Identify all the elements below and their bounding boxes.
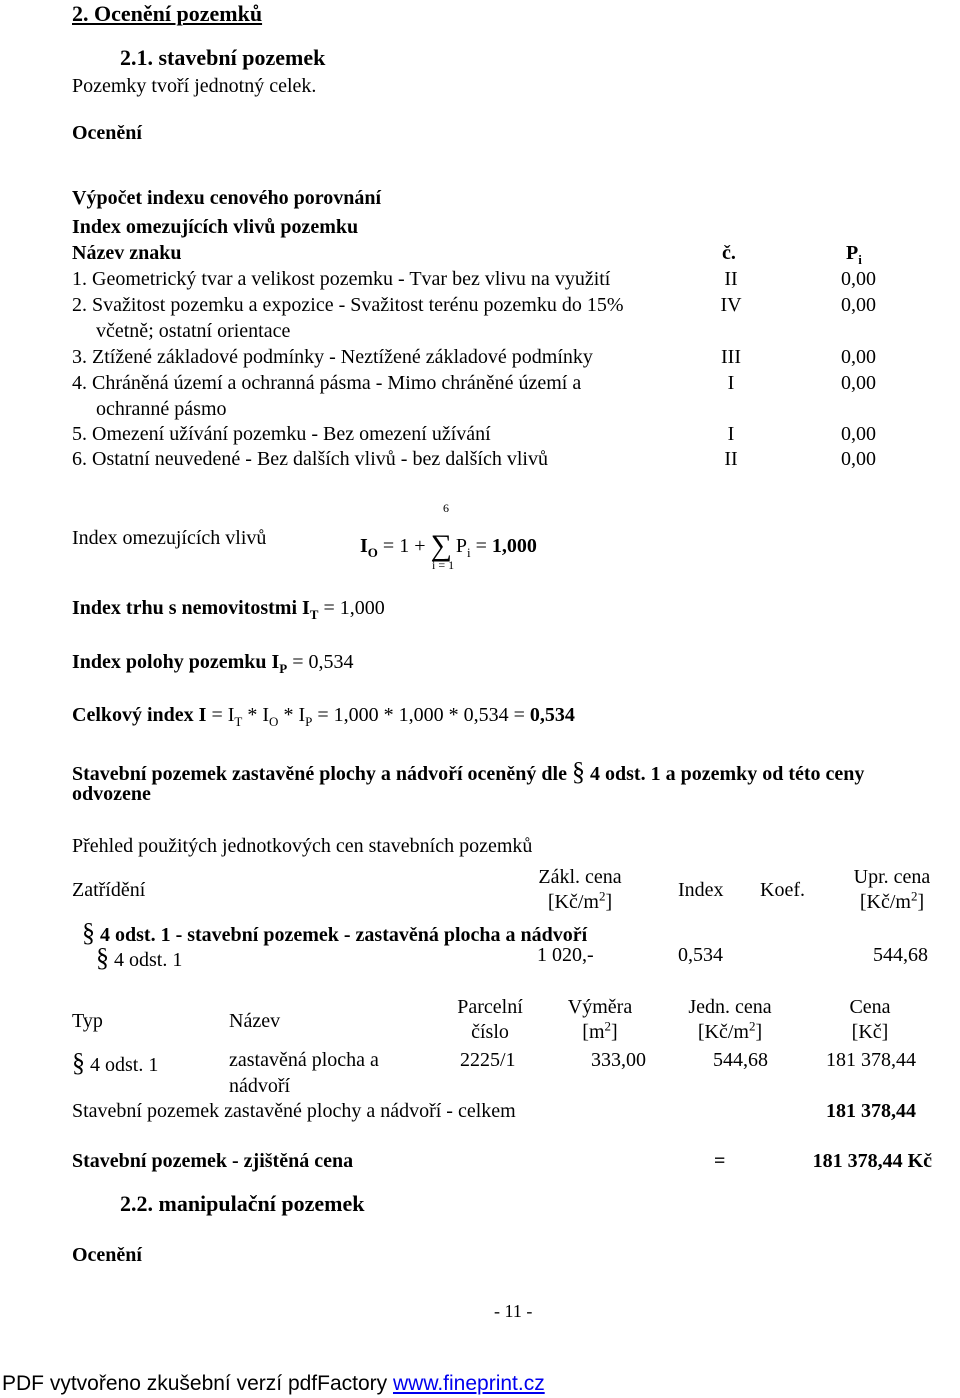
prices-row-index: 0,534 [678,944,723,966]
table-row-3-c: III [721,346,741,368]
col-jedn-cena-unit: $[Kč/m^2]$ [697,1018,763,1043]
col-typ: Typ [72,1010,103,1032]
detail-row-vymera: 333,00 [591,1049,646,1071]
table-row-4-p: 0,00 [841,372,876,394]
paragraph-icon: § [96,943,109,972]
formula-expression: $I_O = 1$ + ∑ $P_i = 1,000$ [360,529,537,562]
table-row-2-p: 0,00 [841,294,876,316]
col-header-nazev: Název znaku [72,242,182,264]
zjistena-cena-label: Stavební pozemek - zjištěná cena [72,1150,354,1172]
table-row-4-c: I [727,372,735,394]
table-row-1-p: 0,00 [841,268,876,290]
detail-total-label: Stavební pozemek zastavěné plochy a nádvoří - celkem [72,1100,516,1122]
table-row-5-text: 5. Omezení užívání pozemku - Bez omezení užívání [72,423,491,445]
table-row-4-text: 4. Chráněná území a ochranná pásma - Mimo chráněné území a [72,372,582,394]
col-parcelni-2: číslo [471,1021,509,1043]
table-row-5-c: I [727,423,735,445]
paragraph-icon: § [72,1048,85,1077]
index-trhu: Index trhu s nemovitostmi $I_T = 1,000$ [72,597,385,622]
table-row-3-p: 0,00 [841,346,876,368]
table-row-6-p: 0,00 [841,448,876,470]
col-nazev: Název [229,1010,281,1032]
stavebni-pozemek-heading: Stavební pozemek zastavěné plochy a nádvoří oceněný dle § 4 odst. 1 a pozemky od této ceny [72,757,865,786]
col-cena: Cena [849,996,891,1018]
table-row-4-text-cont: ochranné pásmo [96,398,227,420]
prehled-title: Přehled použitých jednotkových cen stavebních pozemků [72,835,533,857]
section-note: Pozemky tvoří jednotný celek. [72,75,317,97]
col-header-p: $P_i$ [846,242,862,267]
sum-lower-limit: i = 1 [432,558,455,572]
col-zakl-cena: Zákl. cena [538,866,622,888]
paragraph-icon: § [82,918,95,947]
table-row-2-c: IV [720,294,742,316]
paragraph-icon: § [572,757,585,786]
col-vymera: Výměra [567,996,633,1018]
sum-upper-limit: 6 [443,501,449,515]
detail-row-jedn: 544,68 [713,1049,768,1071]
col-zatrideni: Zatřídění [72,879,146,901]
detail-row-typ: § 4 odst. 1 [72,1048,159,1077]
table-row-6-c: II [724,448,738,470]
col-upr-cena: Upr. cena [853,866,931,888]
col-zakl-cena-unit: $[Kč/m^2]$ [547,888,613,913]
pdf-footer: PDF vytvořeno zkušební verzí pdfFactory www.fineprint.cz [2,1372,545,1395]
index-polohy: Index polohy pozemku $I_P = 0,534$ [72,651,354,676]
zjistena-cena-eq: = [714,1150,726,1172]
prices-row-zakl: 1 020,- [537,944,594,966]
detail-row-nazev-cont: nádvoří [229,1075,291,1097]
detail-row-nazev: zastavěná plocha a [229,1049,379,1071]
detail-total-value: 181 378,44 [826,1100,916,1122]
section-title-stavebni: 2.1. stavební pozemek [120,45,326,70]
formula-label: Index omezujících vlivů [72,527,267,549]
table-row-1-text: 1. Geometrický tvar a velikost pozemku - Tvar bez vlivu na využití [72,268,611,290]
prices-group-header: § 4 odst. 1 - stavební pozemek - zastavěná plocha a nádvoří [82,918,588,947]
sigma-symbol: ∑ [430,529,452,562]
col-upr-cena-unit: $[Kč/m^2]$ [859,888,925,913]
table-row-2-text: 2. Svažitost pozemku a expozice - Svažitost terénu pozemku do 15% [72,294,624,316]
table-row-5-p: 0,00 [841,423,876,445]
oceneni-label: Ocenění [72,122,142,144]
celkovy-index: Celkový index $I = I_T * I_O * I_P = 1,000 * 1,000 * 0,534 = 0,534$ [72,704,575,729]
col-vymera-unit: $[m^2]$ [582,1018,618,1043]
oceneni-label-2: Ocenění [72,1244,142,1266]
fineprint-link[interactable]: www.fineprint.cz [392,1372,545,1395]
detail-row-parcela: 2225/1 [460,1049,516,1071]
col-jedn-cena: Jedn. cena [688,996,772,1018]
table-row-1-c: II [724,268,738,290]
page-heading: 2. Ocenění pozemků [72,1,263,26]
stavebni-pozemek-heading-cont: odvozene [72,783,151,805]
prices-row-upr: 544,68 [873,944,928,966]
col-header-c: č. [722,242,736,264]
table-row-3-text: 3. Ztížené základové podmínky - Neztížené základové podmínky [72,346,593,368]
section-title-manipulacni: 2.2. manipulační pozemek [120,1191,365,1216]
vypocet-title: Výpočet indexu cenového porovnání [72,187,382,209]
col-koef: Koef. [760,879,805,901]
page-number: - 11 - [494,1301,533,1321]
prices-row-zatrideni: § 4 odst. 1 [96,943,183,972]
col-cena-unit: [Kč] [851,1021,889,1043]
table-row-6-text: 6. Ostatní neuvedené - Bez dalších vlivů - bez dalších vlivů [72,448,548,470]
col-index: Index [678,879,724,901]
vypocet-subtitle: Index omezujících vlivů pozemku [72,216,359,238]
detail-row-cena: 181 378,44 [826,1049,916,1071]
col-parcelni: Parcelní [457,996,523,1018]
table-row-2-text-cont: včetně; ostatní orientace [96,320,291,342]
zjistena-cena-value: 181 378,44 Kč [812,1150,932,1172]
